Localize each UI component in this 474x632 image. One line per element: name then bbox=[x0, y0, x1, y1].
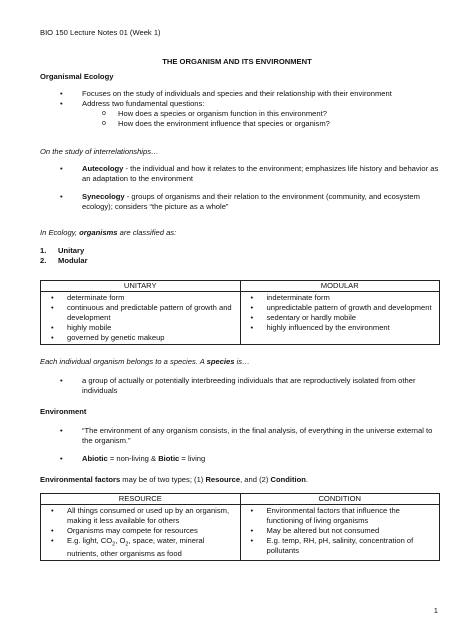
section-classification bbox=[40, 228, 440, 266]
section-intro bbox=[40, 228, 440, 238]
document-title: THE ORGANISM AND ITS ENVIRONMENT bbox=[162, 57, 312, 66]
intro-term: species bbox=[206, 357, 235, 366]
sub-list-item: o How does the environment influence that species or organism? bbox=[40, 119, 440, 129]
unitary-modular-table bbox=[40, 280, 440, 345]
cell-item: • continuous and predictable pattern of growth and development bbox=[43, 303, 238, 323]
intro-text: Each individual organism belongs to a species. A bbox=[40, 357, 207, 366]
intro-text: . bbox=[305, 475, 309, 484]
resource-condition-table bbox=[40, 493, 440, 561]
list-item-quote: • “The environment of any organism consists, in the final analysis, of everything in the universe external to the organism.” bbox=[40, 426, 440, 446]
document-header: BIO 150 Lecture Notes 01 (Week 1) bbox=[40, 28, 161, 37]
item-number: 1. bbox=[40, 246, 47, 256]
term-abiotic: Abiotic bbox=[82, 454, 108, 464]
table-cell bbox=[240, 505, 440, 561]
item-number: 2. bbox=[40, 256, 47, 266]
synecology-definition: - groups of organisms and their relation to the environment (community, and ecosystem ecology); considers “the picture as a whole” bbox=[82, 192, 420, 212]
cell-item: • unpredictable pattern of growth and development bbox=[243, 303, 438, 313]
table-header: MODULAR bbox=[240, 281, 440, 292]
term-biotic: Biotic bbox=[158, 454, 180, 464]
cell-item: • Organisms may compete for resources bbox=[43, 526, 238, 536]
intro-text: , and (2) bbox=[240, 475, 271, 484]
item-label: Modular bbox=[58, 256, 88, 266]
list-item-synecology bbox=[40, 192, 440, 212]
subscript: 2 bbox=[125, 541, 129, 548]
list-item: • Focuses on the study of individuals and species and their relationship with their environment bbox=[40, 89, 440, 99]
numbered-item bbox=[40, 256, 440, 266]
item-label: Unitary bbox=[58, 246, 85, 256]
table-header: CONDITION bbox=[240, 494, 440, 505]
cell-item: • governed by genetic makeup bbox=[43, 333, 238, 343]
cell-item: • highly mobile bbox=[43, 323, 238, 333]
intro-text: are classified as: bbox=[117, 228, 177, 237]
cell-item: • highly influenced by the environment bbox=[243, 323, 438, 333]
section-species bbox=[40, 357, 440, 396]
cell-text: , O bbox=[115, 536, 126, 546]
term-synecology: Synecology bbox=[82, 192, 125, 202]
section-heading: Organismal Ecology bbox=[40, 72, 114, 81]
section-organismal-ecology bbox=[40, 72, 440, 129]
intro-term: Condition bbox=[270, 475, 306, 484]
table-header: UNITARY bbox=[41, 281, 241, 292]
table-cell bbox=[41, 505, 241, 561]
list-item-autecology bbox=[40, 164, 440, 184]
cell-item: • determinate form bbox=[43, 293, 238, 303]
cell-item: • sedentary or hardly mobile bbox=[243, 313, 438, 323]
intro-term: organisms bbox=[79, 228, 118, 237]
section-environmental-factors bbox=[40, 475, 440, 485]
page-number: 1 bbox=[433, 605, 438, 615]
sub-list-item: o How does a species or organism function in this environment? bbox=[40, 109, 440, 119]
cell-item: • indeterminate form bbox=[243, 293, 438, 303]
intro-text: is… bbox=[234, 357, 250, 366]
table-cell bbox=[41, 292, 241, 345]
term-autecology: Autecology bbox=[82, 164, 124, 174]
cell-item: • May be altered but not consumed bbox=[243, 526, 438, 536]
intro-term: Environmental factors bbox=[40, 475, 121, 484]
section-heading: Environment bbox=[40, 407, 87, 416]
intro-text: may be of two types; (1) bbox=[120, 475, 206, 484]
autecology-definition: - the individual and how it relates to the environment; emphasizes life history and behavior as an adaptation to the environment bbox=[82, 164, 439, 184]
cell-item bbox=[43, 536, 238, 559]
cell-text: E.g. light, CO bbox=[67, 536, 113, 546]
subscript: 2 bbox=[112, 541, 116, 548]
list-item-abiotic-biotic bbox=[40, 454, 440, 464]
section-intro bbox=[40, 357, 440, 367]
section-intro: On the study of interrelationships… bbox=[40, 147, 159, 156]
cell-item: • All things consumed or used up by an organism, making it less available for others bbox=[43, 506, 238, 526]
definition-text: = living bbox=[179, 454, 206, 464]
list-item: • Address two fundamental questions: bbox=[40, 99, 440, 109]
list-item: • a group of actually or potentially interbreeding individuals that are reproductively isolated from other individuals bbox=[40, 376, 440, 396]
numbered-item bbox=[40, 246, 440, 256]
intro-term: Resource bbox=[205, 475, 241, 484]
table-cell bbox=[240, 292, 440, 345]
section-environment bbox=[40, 407, 440, 464]
section-interrelationships bbox=[40, 147, 440, 212]
section-intro bbox=[40, 475, 440, 485]
definition-text: = non-living & bbox=[107, 454, 159, 464]
cell-text: , space, water, mineral nutrients, other organisms as food bbox=[67, 536, 205, 559]
table-header: RESOURCE bbox=[41, 494, 241, 505]
cell-item: • E.g. temp, RH, pH, salinity, concentration of pollutants bbox=[243, 536, 438, 556]
cell-item: • Environmental factors that influence the functioning of living organisms bbox=[243, 506, 438, 526]
intro-text: In Ecology, bbox=[40, 228, 80, 237]
